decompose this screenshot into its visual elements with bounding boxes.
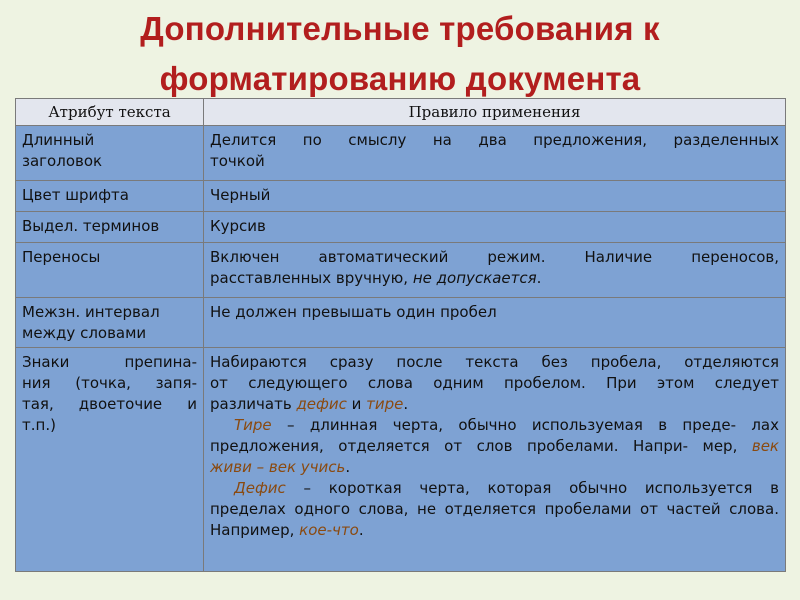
title-line-1: Дополнительные требования к [140, 10, 660, 47]
example-text: живи – век учись [210, 458, 346, 476]
term-tire: Тире [234, 416, 272, 434]
table-row [16, 212, 786, 243]
attr-cell: Выдел. терминов [16, 212, 204, 243]
term-defis: дефис [296, 395, 347, 413]
example-text: кое-что [299, 521, 359, 539]
title-line-2: форматированию документа [159, 60, 641, 97]
header-rule: Правило применения [204, 99, 786, 126]
table-row [16, 243, 786, 298]
table-row [16, 348, 786, 572]
attr-cell: Цвет шрифта [16, 181, 204, 212]
table-header-row [16, 99, 786, 126]
attr-cell: Знаки препина- ния (точка, запя- тая, двоеточие и т.п.) [16, 348, 204, 572]
requirements-table [15, 98, 786, 572]
rule-cell: Набираются сразу после текста без пробела, отделяются от следующего слова одним пробелом. При этом следует различать дефис и тире. Тире – длинная черта, обычно используемая в преде- лах предложения, отделяется от слов пробелами. Напри- мер, век живи – век учись. Дефис – короткая черта, которая обычно используется в пределах одного слова, не отделяется пробелами от частей слова. Например, кое-что. [204, 348, 786, 572]
rule-cell: Не должен превышать один пробел [204, 298, 786, 348]
table-row [16, 298, 786, 348]
attr-cell: Длинный заголовок [16, 126, 204, 181]
term-tire: тире [366, 395, 404, 413]
rule-cell: Курсив [204, 212, 786, 243]
rule-cell: Делится по смыслу на два предложения, разделенных точкой [204, 126, 786, 181]
slide-title [0, 4, 800, 104]
table-row [16, 181, 786, 212]
term-defis: Дефис [234, 479, 286, 497]
header-attribute: Атрибут текста [16, 99, 204, 126]
attr-cell: Переносы [16, 243, 204, 298]
rule-cell: Черный [204, 181, 786, 212]
emphasis-text: не допускается [412, 269, 537, 287]
rule-cell: Включен автоматический режим. Наличие переносов, расставленных вручную, не допускается. [204, 243, 786, 298]
table-row [16, 126, 786, 181]
attr-cell: Межзн. интервал между словами [16, 298, 204, 348]
example-text: век [751, 437, 779, 455]
